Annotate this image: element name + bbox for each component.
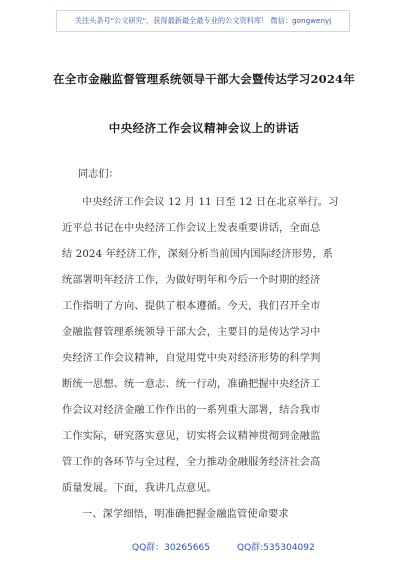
- qq-group-link-1[interactable]: QQ群：30265665: [132, 543, 210, 553]
- body-line: 结 2024 年经济工作，深刻分析当前国内国际经济形势，系: [62, 249, 334, 260]
- body-line: 金融监督管理系统领导干部大会，主要目的是传达学习中: [62, 327, 321, 338]
- body-line: 管工作的各环节与全过程，全力推动金融服务经济社会高: [62, 457, 321, 468]
- body-line: 质量发展。下面，我讲几点意见。: [62, 483, 218, 494]
- body-line: 作会议对经济金融工作作出的一系列重大部署，结合我市: [62, 405, 321, 416]
- section-heading: 一、深学细悟，明准确把握金融监管使命要求: [82, 509, 289, 520]
- speech-title-line-2: 中央经济工作会议精神会议上的讲话: [108, 121, 300, 135]
- qq-group-link-2[interactable]: QQ群:535304092: [237, 543, 315, 553]
- body-line: 工作指明了方向、提供了根本遵循。今天，我们召开全市: [62, 301, 321, 312]
- body-line: 工作实际，研究落实意见，切实将会议精神贯彻到金融监: [62, 431, 321, 442]
- promo-banner: 关注头条号"公文研究"，获得最新最全最专业的公文资料库！ 微信：gongwenyj: [56, 10, 350, 32]
- body-line: 断统一思想、统一意志、统一行动，准确把握中央经济工: [62, 379, 321, 390]
- footer-contacts: [0, 540, 408, 554]
- body-line: 中央经济工作会议 12 月 11 日至 12 日在北京举行。习: [82, 197, 339, 208]
- salutation: 同志们：: [78, 169, 119, 180]
- body-line: 统部署明年经济工作，为做好明年和今后一个时期的经济: [62, 275, 321, 286]
- speech-title-line-1: 在全市金融监督管理系统领导干部大会暨传达学习2024年: [53, 72, 355, 86]
- body-line: 央经济工作会议精神，自觉用党中央对经济形势的科学判: [62, 353, 321, 364]
- body-line: 近平总书记在中央经济工作会议上发表重要讲话，全面总: [62, 223, 321, 234]
